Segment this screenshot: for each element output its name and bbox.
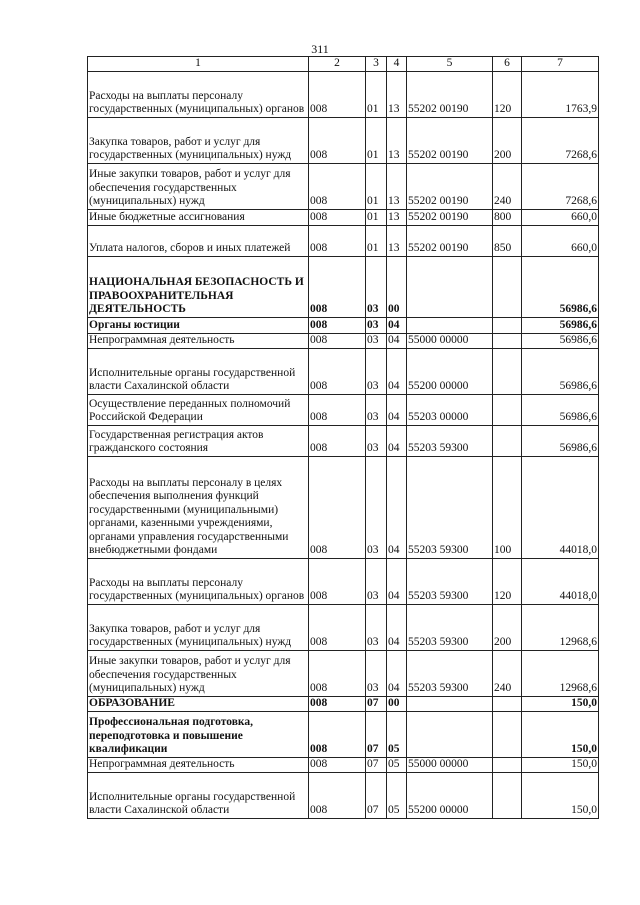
table-row (88, 711, 599, 757)
row-ministry-code: 008 (309, 696, 366, 711)
row-name: Непрограммная деятельность (88, 757, 309, 772)
row-section-code: 03 (366, 650, 387, 696)
row-ministry-code: 008 (309, 604, 366, 650)
row-target-item-code: 55203 59300 (407, 456, 493, 558)
row-target-item-code: 55000 00000 (407, 757, 493, 772)
row-subsection-code: 13 (387, 225, 407, 256)
table-row (88, 757, 599, 772)
row-section-code: 01 (366, 163, 387, 209)
row-subsection-code: 04 (387, 558, 407, 604)
row-ministry-code: 008 (309, 333, 366, 348)
row-amount: 56986,6 (522, 425, 599, 456)
row-expense-type-code: 100 (493, 456, 522, 558)
row-expense-type-code: 800 (493, 209, 522, 225)
column-header: 6 (493, 57, 522, 72)
row-subsection-code: 05 (387, 772, 407, 818)
row-name: Расходы на выплаты персоналу государственных (муниципальных) органов (88, 71, 309, 117)
row-ministry-code: 008 (309, 209, 366, 225)
row-name: Иные закупки товаров, работ и услуг для обеспечения государственных (муниципальных) нужд (88, 650, 309, 696)
row-amount: 56986,6 (522, 256, 599, 317)
row-target-item-code (407, 256, 493, 317)
row-expense-type-code (493, 711, 522, 757)
table-row (88, 317, 599, 333)
row-section-code: 07 (366, 711, 387, 757)
table-row (88, 225, 599, 256)
row-target-item-code (407, 317, 493, 333)
row-target-item-code (407, 711, 493, 757)
row-name: НАЦИОНАЛЬНАЯ БЕЗОПАСНОСТЬ И ПРАВООХРАНИТЕЛЬНАЯ ДЕЯТЕЛЬНОСТЬ (88, 256, 309, 317)
row-section-code: 01 (366, 209, 387, 225)
row-amount: 7268,6 (522, 163, 599, 209)
row-section-code: 03 (366, 317, 387, 333)
row-expense-type-code: 200 (493, 604, 522, 650)
row-expense-type-code (493, 696, 522, 711)
row-name: Закупка товаров, работ и услуг для государственных (муниципальных) нужд (88, 604, 309, 650)
row-name: Исполнительные органы государственной власти Сахалинской области (88, 348, 309, 394)
row-ministry-code: 008 (309, 456, 366, 558)
row-amount: 12968,6 (522, 650, 599, 696)
row-ministry-code: 008 (309, 225, 366, 256)
row-section-code: 03 (366, 558, 387, 604)
row-ministry-code: 008 (309, 650, 366, 696)
row-target-item-code: 55200 00000 (407, 772, 493, 818)
table-row (88, 425, 599, 456)
row-subsection-code: 04 (387, 333, 407, 348)
budget-table (87, 56, 599, 819)
row-ministry-code: 008 (309, 558, 366, 604)
row-expense-type-code (493, 394, 522, 425)
row-subsection-code: 00 (387, 696, 407, 711)
column-header: 7 (522, 57, 599, 72)
row-ministry-code: 008 (309, 317, 366, 333)
row-section-code: 07 (366, 772, 387, 818)
row-name: Иные бюджетные ассигнования (88, 209, 309, 225)
row-expense-type-code: 120 (493, 558, 522, 604)
row-ministry-code: 008 (309, 772, 366, 818)
row-section-code: 03 (366, 456, 387, 558)
table-row (88, 117, 599, 163)
row-name: Органы юстиции (88, 317, 309, 333)
table-row (88, 333, 599, 348)
row-expense-type-code: 240 (493, 650, 522, 696)
row-name: Иные закупки товаров, работ и услуг для обеспечения государственных (муниципальных) нужд (88, 163, 309, 209)
row-name: Непрограммная деятельность (88, 333, 309, 348)
row-subsection-code: 04 (387, 604, 407, 650)
row-ministry-code: 008 (309, 348, 366, 394)
column-header: 2 (309, 57, 366, 72)
row-expense-type-code (493, 256, 522, 317)
row-amount: 56986,6 (522, 348, 599, 394)
row-amount: 7268,6 (522, 117, 599, 163)
row-amount: 150,0 (522, 696, 599, 711)
table-row (88, 604, 599, 650)
row-amount: 44018,0 (522, 558, 599, 604)
row-ministry-code: 008 (309, 757, 366, 772)
row-amount: 150,0 (522, 757, 599, 772)
row-expense-type-code: 200 (493, 117, 522, 163)
row-subsection-code: 04 (387, 456, 407, 558)
row-name: Осуществление переданных полномочий Российской Федерации (88, 394, 309, 425)
row-ministry-code: 008 (309, 711, 366, 757)
row-expense-type-code (493, 425, 522, 456)
row-name: ОБРАЗОВАНИЕ (88, 696, 309, 711)
row-target-item-code: 55202 00190 (407, 163, 493, 209)
row-subsection-code: 13 (387, 209, 407, 225)
row-expense-type-code: 850 (493, 225, 522, 256)
table-row (88, 348, 599, 394)
row-section-code: 03 (366, 348, 387, 394)
row-target-item-code: 55202 00190 (407, 117, 493, 163)
row-subsection-code: 00 (387, 256, 407, 317)
row-amount: 660,0 (522, 209, 599, 225)
row-section-code: 01 (366, 117, 387, 163)
table-row (88, 772, 599, 818)
row-name: Закупка товаров, работ и услуг для государственных (муниципальных) нужд (88, 117, 309, 163)
table-row (88, 209, 599, 225)
row-expense-type-code (493, 348, 522, 394)
row-target-item-code: 55203 59300 (407, 650, 493, 696)
row-subsection-code: 04 (387, 650, 407, 696)
row-amount: 150,0 (522, 711, 599, 757)
row-amount: 150,0 (522, 772, 599, 818)
table-row (88, 394, 599, 425)
row-subsection-code: 13 (387, 71, 407, 117)
row-ministry-code: 008 (309, 71, 366, 117)
table-row (88, 696, 599, 711)
column-header: 1 (88, 57, 309, 72)
table-row (88, 456, 599, 558)
table-row (88, 558, 599, 604)
row-subsection-code: 04 (387, 394, 407, 425)
table-row (88, 163, 599, 209)
row-name: Расходы на выплаты персоналу государственных (муниципальных) органов (88, 558, 309, 604)
row-expense-type-code (493, 333, 522, 348)
row-target-item-code: 55203 59300 (407, 604, 493, 650)
row-section-code: 03 (366, 256, 387, 317)
row-target-item-code: 55203 59300 (407, 425, 493, 456)
row-ministry-code: 008 (309, 117, 366, 163)
row-expense-type-code (493, 772, 522, 818)
row-section-code: 03 (366, 333, 387, 348)
row-name: Государственная регистрация актов гражданского состояния (88, 425, 309, 456)
row-expense-type-code: 120 (493, 71, 522, 117)
row-subsection-code: 05 (387, 757, 407, 772)
table-row (88, 71, 599, 117)
row-subsection-code: 04 (387, 317, 407, 333)
row-target-item-code: 55203 00000 (407, 394, 493, 425)
row-ministry-code: 008 (309, 425, 366, 456)
row-ministry-code: 008 (309, 394, 366, 425)
row-ministry-code: 008 (309, 256, 366, 317)
row-target-item-code: 55203 59300 (407, 558, 493, 604)
row-target-item-code: 55202 00190 (407, 225, 493, 256)
row-section-code: 07 (366, 757, 387, 772)
row-ministry-code: 008 (309, 163, 366, 209)
row-amount: 56986,6 (522, 317, 599, 333)
row-target-item-code (407, 696, 493, 711)
row-name: Уплата налогов, сборов и иных платежей (88, 225, 309, 256)
row-section-code: 03 (366, 394, 387, 425)
column-header: 3 (366, 57, 387, 72)
page-number: 311 (311, 42, 329, 56)
row-amount: 56986,6 (522, 333, 599, 348)
row-amount: 1763,9 (522, 71, 599, 117)
row-expense-type-code: 240 (493, 163, 522, 209)
row-subsection-code: 04 (387, 348, 407, 394)
row-name: Профессиональная подготовка, переподготовка и повышение квалификации (88, 711, 309, 757)
row-amount: 56986,6 (522, 394, 599, 425)
row-amount: 12968,6 (522, 604, 599, 650)
column-header: 5 (407, 57, 493, 72)
row-name: Исполнительные органы государственной власти Сахалинской области (88, 772, 309, 818)
row-section-code: 07 (366, 696, 387, 711)
row-target-item-code: 55000 00000 (407, 333, 493, 348)
row-section-code: 03 (366, 425, 387, 456)
row-amount: 44018,0 (522, 456, 599, 558)
table-row (88, 256, 599, 317)
row-section-code: 01 (366, 71, 387, 117)
row-subsection-code: 05 (387, 711, 407, 757)
row-target-item-code: 55202 00190 (407, 71, 493, 117)
column-header-row (88, 57, 599, 72)
row-subsection-code: 13 (387, 163, 407, 209)
row-expense-type-code (493, 317, 522, 333)
row-amount: 660,0 (522, 225, 599, 256)
row-name: Расходы на выплаты персоналу в целях обеспечения выполнения функций государственными (муниципальными) органами, казенными учреждениями, органами управления государственными внебюджетными фондами (88, 456, 309, 558)
row-section-code: 01 (366, 225, 387, 256)
row-target-item-code: 55202 00190 (407, 209, 493, 225)
column-header: 4 (387, 57, 407, 72)
row-expense-type-code (493, 757, 522, 772)
row-target-item-code: 55200 00000 (407, 348, 493, 394)
row-subsection-code: 04 (387, 425, 407, 456)
row-section-code: 03 (366, 604, 387, 650)
table-row (88, 650, 599, 696)
row-subsection-code: 13 (387, 117, 407, 163)
